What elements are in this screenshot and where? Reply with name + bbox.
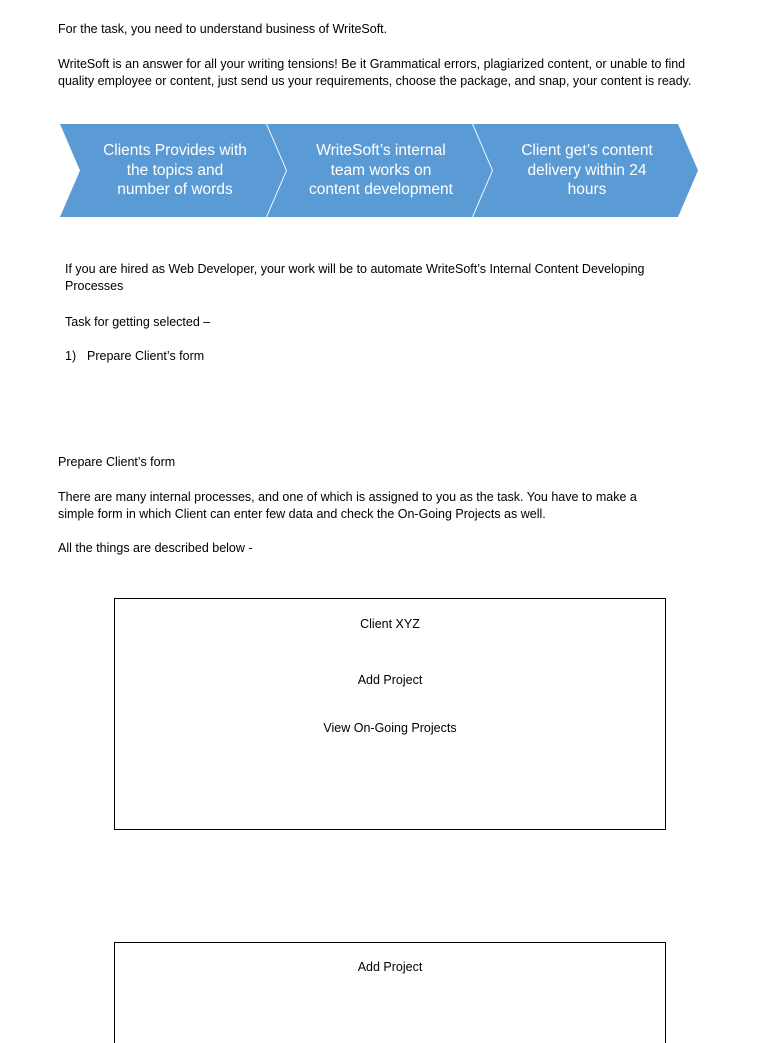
view-ongoing-projects-link[interactable]: View On-Going Projects [323, 721, 457, 735]
hire-paragraph: If you are hired as Web Developer, your work will be to automate WriteSoft’s Internal Content Developing Processes [65, 262, 645, 293]
client-name: Client XYZ [360, 617, 420, 631]
client-dashboard-mockup [114, 598, 666, 830]
step-1-label: Clients Provides with the topics and number of words [103, 142, 247, 199]
add-project-mockup [114, 942, 666, 1043]
process-flow-diagram [58, 124, 700, 217]
intro-paragraph: WriteSoft is an answer for all your writing tensions! Be it Grammatical errors, plagiarized content, or unable to find quality employee or content, just send us your requirements, choose the package, and snap, your content is ready. [58, 57, 692, 88]
task-list-item [65, 348, 204, 365]
intro-line: For the task, you need to understand business of WriteSoft. [58, 22, 388, 36]
add-project-link[interactable]: Add Project [357, 673, 423, 687]
step-2-label: WriteSoft’s internal team works on content development [309, 142, 453, 199]
task-item-text: Prepare Client’s form [87, 349, 205, 363]
form-section-heading: Prepare Client’s form [58, 455, 176, 469]
task-item-number: 1) [65, 349, 77, 363]
add-project-title: Add Project [357, 960, 423, 974]
step-3-label: Client get’s content delivery within 24 hours [521, 142, 653, 199]
task-heading: Task for getting selected – [65, 315, 211, 329]
described-below-text: All the things are described below - [58, 541, 253, 555]
form-section-paragraph: There are many internal processes, and one of which is assigned to you as the task. You have to make a simple form in which Client can enter few data and check the On-Going Projects as well. [58, 490, 637, 521]
